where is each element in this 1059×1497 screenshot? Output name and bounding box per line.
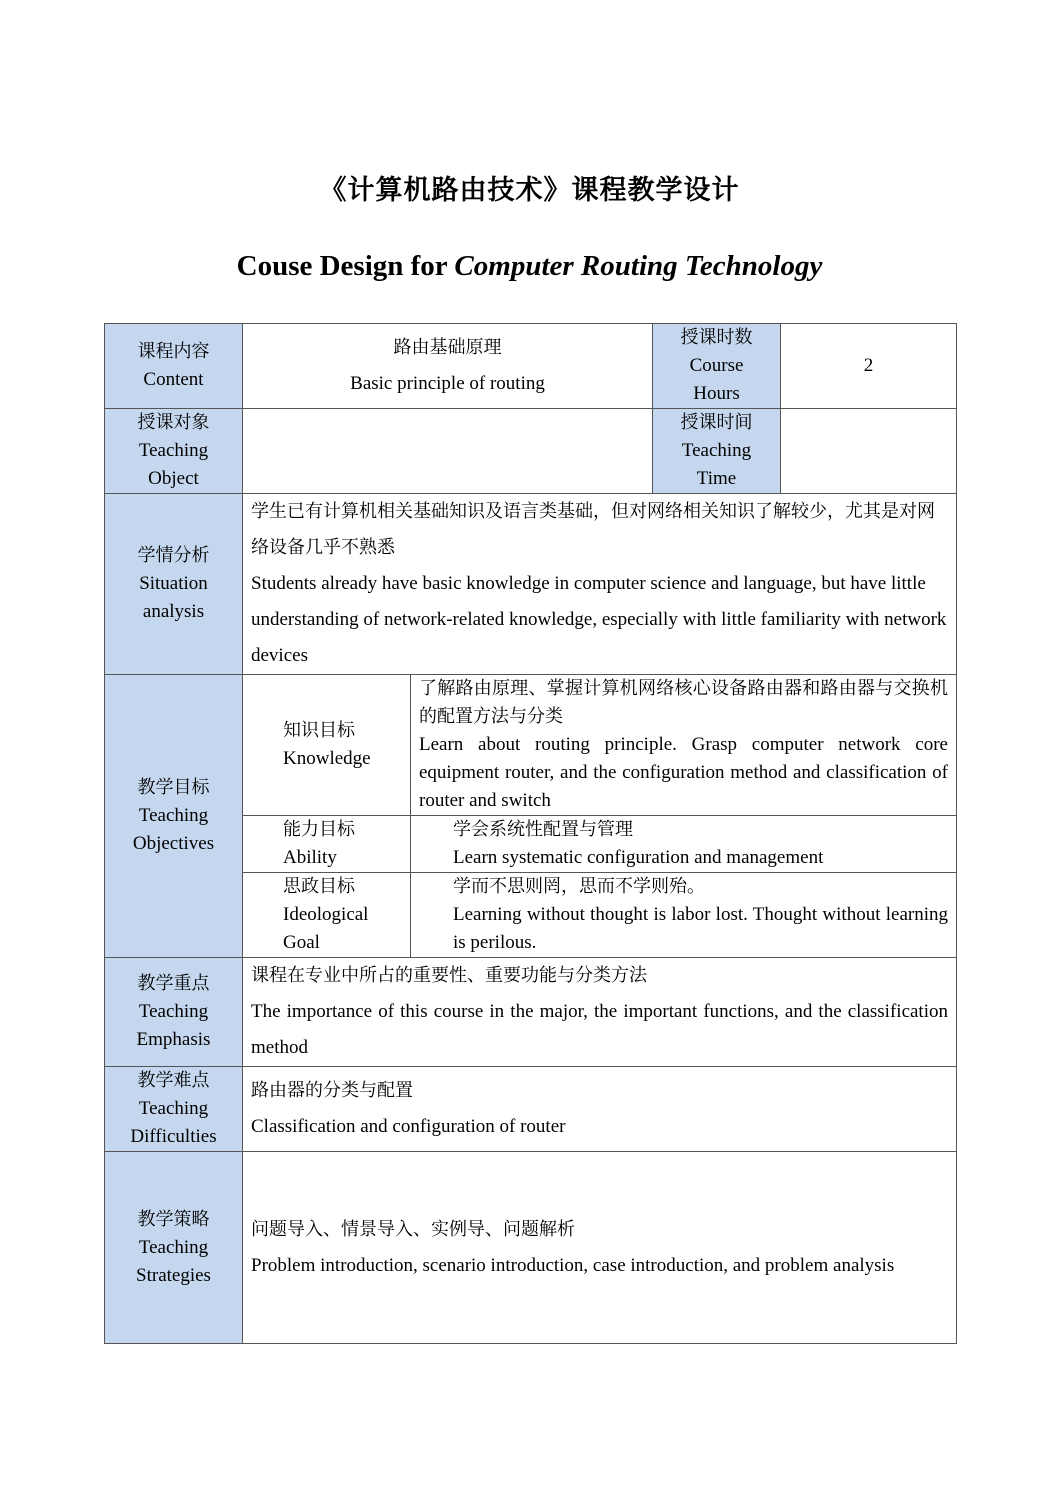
value-cn: 了解路由原理、掌握计算机网络核心设备路由器和路由器与交换机的配置方法与分类 [419, 678, 948, 727]
value-cn: 课程在专业中所占的重要性、重要功能与分类方法 [251, 965, 647, 986]
label-cn: 授课对象 [137, 412, 210, 433]
label-en: Strategies [136, 1264, 211, 1286]
label-en: Teaching [138, 805, 209, 826]
ideological-value [411, 873, 957, 958]
label-en: Teaching [138, 1001, 209, 1022]
hours-value: 2 [781, 324, 957, 409]
value-en: Learn systematic configuration and management [453, 847, 824, 868]
label-cn: 知识目标 [283, 720, 355, 741]
strategies-value [243, 1152, 957, 1344]
value-en: Classification and configuration of router [251, 1116, 566, 1137]
time-value [781, 409, 957, 494]
row-objective-knowledge [105, 675, 957, 816]
difficulties-label [105, 1067, 243, 1152]
object-value [243, 409, 653, 494]
hours-label [653, 324, 781, 409]
label-en: Hours [693, 383, 740, 404]
label-cn: 能力目标 [283, 819, 355, 840]
title-en-plain: Couse Design for [236, 250, 455, 282]
label-en: Teaching [138, 1098, 209, 1119]
row-content [105, 324, 957, 409]
object-label [105, 409, 243, 494]
emphasis-label [105, 958, 243, 1067]
row-strategies [105, 1152, 957, 1344]
value-cn: 路由基础原理 [393, 337, 502, 358]
label-cn: 授课时间 [680, 412, 753, 433]
knowledge-value [411, 675, 957, 816]
label-cn: 授课时数 [680, 327, 753, 348]
ideological-label [243, 873, 411, 958]
time-label [653, 409, 781, 494]
title-en-italic: Computer Routing Technology [454, 250, 823, 282]
label-en: Teaching [681, 440, 752, 461]
label-en: Emphasis [136, 1029, 211, 1050]
document-title-english [0, 250, 1059, 283]
value-en: Problem introduction, scenario introduction, case introduction, and problem analysis [251, 1254, 895, 1276]
value-en: Basic principle of routing [350, 373, 545, 394]
value-cn: 学会系统性配置与管理 [453, 819, 633, 840]
value-cn: 学而不思则罔，思而不学则殆。 [453, 876, 705, 897]
label-en: Ability [283, 847, 337, 868]
content-value [243, 324, 653, 409]
label-en: Time [696, 468, 737, 489]
ability-value [411, 816, 957, 873]
label-en: Course [689, 355, 744, 376]
situation-label [105, 494, 243, 675]
label-en: analysis [142, 601, 205, 622]
label-en: Goal [283, 932, 320, 953]
row-object [105, 409, 957, 494]
content-label [105, 324, 243, 409]
value-en: Learn about routing principle. Grasp computer network core equipment router, and the configuration method and classification of router and switch [419, 734, 948, 811]
label-en: Difficulties [130, 1126, 217, 1147]
label-cn: 教学目标 [137, 777, 210, 798]
value-en: The importance of this course in the major, the important functions, and the classification method [251, 1001, 948, 1058]
value-cn: 路由器的分类与配置 [251, 1080, 413, 1101]
difficulties-value [243, 1067, 957, 1152]
objectives-label [105, 675, 243, 958]
label-cn: 教学重点 [137, 973, 210, 994]
label-en: Situation [139, 573, 208, 594]
label-en: Object [148, 468, 199, 489]
label-en: Teaching [138, 1236, 209, 1258]
value-cn: 问题导入、情景导入、实例导、问题解析 [251, 1218, 575, 1240]
row-emphasis [105, 958, 957, 1067]
value-en: Learning without thought is labor lost. Thought without learning is perilous. [453, 904, 948, 953]
situation-value [243, 494, 957, 675]
emphasis-value [243, 958, 957, 1067]
strategies-label [105, 1152, 243, 1344]
row-situation [105, 494, 957, 675]
value-en: Students already have basic knowledge in computer science and language, but have little understanding of network-related knowledge, especially with little familiarity with network devices [251, 573, 947, 666]
label-cn: 教学难点 [137, 1070, 210, 1091]
course-design-table [104, 323, 957, 1344]
label-en: Teaching [138, 440, 209, 461]
label-en: Objectives [132, 833, 215, 854]
label-cn: 思政目标 [283, 876, 355, 897]
knowledge-label [243, 675, 411, 816]
ability-label [243, 816, 411, 873]
label-cn: 课程内容 [137, 341, 210, 362]
label-en: Knowledge [283, 748, 371, 769]
document-title-chinese: 《计算机路由技术》课程教学设计 [319, 175, 740, 206]
label-en: Content [143, 369, 204, 390]
label-cn: 学情分析 [137, 545, 210, 566]
label-cn: 教学策略 [137, 1208, 210, 1230]
value-cn: 学生已有计算机相关基础知识及语言类基础，但对网络相关知识了解较少，尤其是对网络设备几乎不熟悉 [251, 501, 935, 558]
row-difficulties [105, 1067, 957, 1152]
label-en: Ideological [283, 904, 369, 925]
